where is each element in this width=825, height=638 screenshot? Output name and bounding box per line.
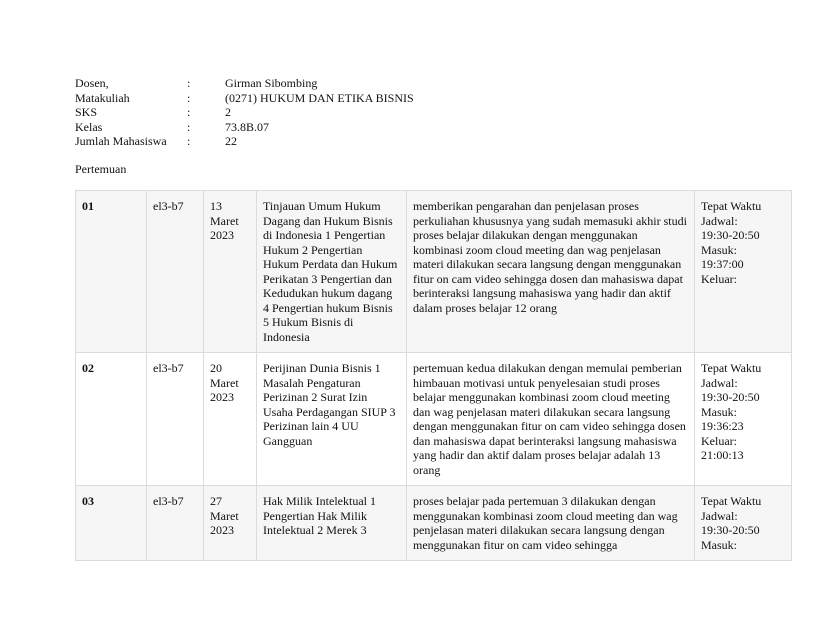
status-line: Masuk: — [701, 242, 737, 257]
meeting-room: el3-b7 — [147, 486, 204, 561]
meeting-topic: Perijinan Dunia Bisnis 1 Masalah Pengaturan Perizinan 2 Surat Izin Usaha Perdagangan SIUP 3 Perizinan lain 4 UU Gangguan — [257, 353, 407, 486]
attendance-status — [695, 486, 792, 561]
info-row-students — [75, 134, 414, 149]
info-colon: : — [187, 119, 191, 134]
status-line: Jadwal: — [701, 375, 738, 390]
info-value: 22 — [225, 134, 237, 148]
status-line: Tepat Waktu — [701, 361, 762, 375]
meeting-date: 20 Maret 2023 — [204, 353, 257, 486]
table-row — [76, 353, 792, 486]
info-colon: : — [187, 76, 191, 90]
info-label: Matakuliah — [75, 90, 130, 105]
status-line: 19:36:23 — [701, 419, 744, 433]
info-row-lecturer — [75, 76, 414, 91]
status-line: Jadwal: — [701, 508, 738, 523]
meeting-description: proses belajar pada pertemuan 3 dilakukan dengan menggunakan kombinasi zoom cloud meeting dan wag penjelasan materi dilakukan secara langsung dengan menggunakan fitur on cam video sehingga — [407, 486, 695, 561]
meeting-number: 03 — [76, 486, 147, 561]
info-label: Kelas — [75, 119, 103, 134]
meeting-date: 27 Maret 2023 — [204, 486, 257, 561]
section-title: Pertemuan — [75, 162, 127, 176]
info-value: 2 — [225, 105, 231, 119]
info-value: 73.8B.07 — [225, 119, 270, 134]
meeting-description: pertemuan kedua dilakukan dengan memulai pemberian himbauan motivasi untuk penyelesaian studi proses belajar menggunakan kombinasi zoom cloud meeting dan wag penjelasan materi dilakukan secara langsung dengan menggunakan fitur on cam video sehingga dosen dan mahasiswa dapat berinteraksi langsung mahasiswa yang hadir dan aktif dalam proses belajar adalah 13 orang — [407, 353, 695, 486]
info-colon: : — [187, 90, 191, 105]
attendance-status — [695, 353, 792, 486]
meeting-topic: Hak Milik Intelektual 1 Pengertian Hak Milik Intelektual 2 Merek 3 — [257, 486, 407, 561]
info-row-class — [75, 120, 414, 135]
meeting-room: el3-b7 — [147, 353, 204, 486]
table-row — [76, 191, 792, 353]
status-line: Masuk: — [701, 404, 737, 419]
meeting-room: el3-b7 — [147, 191, 204, 353]
info-colon: : — [187, 134, 191, 148]
info-label: Jumlah Mahasiswa — [75, 134, 167, 148]
info-label: SKS — [75, 105, 98, 119]
info-row-sks — [75, 105, 414, 120]
status-line: 19:30-20:50 — [701, 523, 760, 537]
meeting-number: 01 — [76, 191, 147, 353]
status-line: Tepat Waktu — [701, 494, 762, 508]
attendance-status — [695, 191, 792, 353]
status-line: 19:30-20:50 — [701, 228, 760, 242]
status-line: 19:37:00 — [701, 257, 744, 271]
status-line: Keluar: — [701, 433, 737, 448]
status-line: Jadwal: — [701, 213, 738, 228]
info-label: Dosen, — [75, 76, 109, 90]
status-line: Masuk: — [701, 537, 737, 552]
status-line: 21:00:13 — [701, 448, 744, 462]
meeting-date: 13 Maret 2023 — [204, 191, 257, 353]
status-line: Keluar: — [701, 271, 737, 286]
meeting-number: 02 — [76, 353, 147, 486]
meeting-description: memberikan pengarahan dan penjelasan proses perkuliahan khususnya yang sudah memasuki akhir studi proses belajar dilakukan dengan menggunakan kombinasi zoom cloud meeting dan wag penjelasan materi dilakukan secara langsung dengan menggunakan fitur on cam video sehingga dosen dan mahasiswa dapat berinteraksi langsung mahasiswa yang hadir dan aktif dalam proses belajar 12 orang — [407, 191, 695, 353]
info-value: (0271) HUKUM DAN ETIKA BISNIS — [225, 90, 414, 105]
meeting-topic: Tinjauan Umum Hukum Dagang dan Hukum Bisnis di Indonesia 1 Pengertian Hukum 2 Pengertian Hukum Perdata dan Hukum Perikatan 3 Pengertian dan Kedudukan hukum dagang 4 Pengertian hukum Bisnis 5 Hukum Bisnis di Indonesia — [257, 191, 407, 353]
info-colon: : — [187, 105, 191, 119]
table-row — [76, 486, 792, 561]
info-row-course — [75, 91, 414, 106]
course-info — [75, 76, 414, 149]
status-line: 19:30-20:50 — [701, 390, 760, 404]
status-line: Tepat Waktu — [701, 199, 762, 213]
info-value: Girman Sibombing — [225, 76, 318, 90]
meetings-table — [75, 190, 792, 561]
